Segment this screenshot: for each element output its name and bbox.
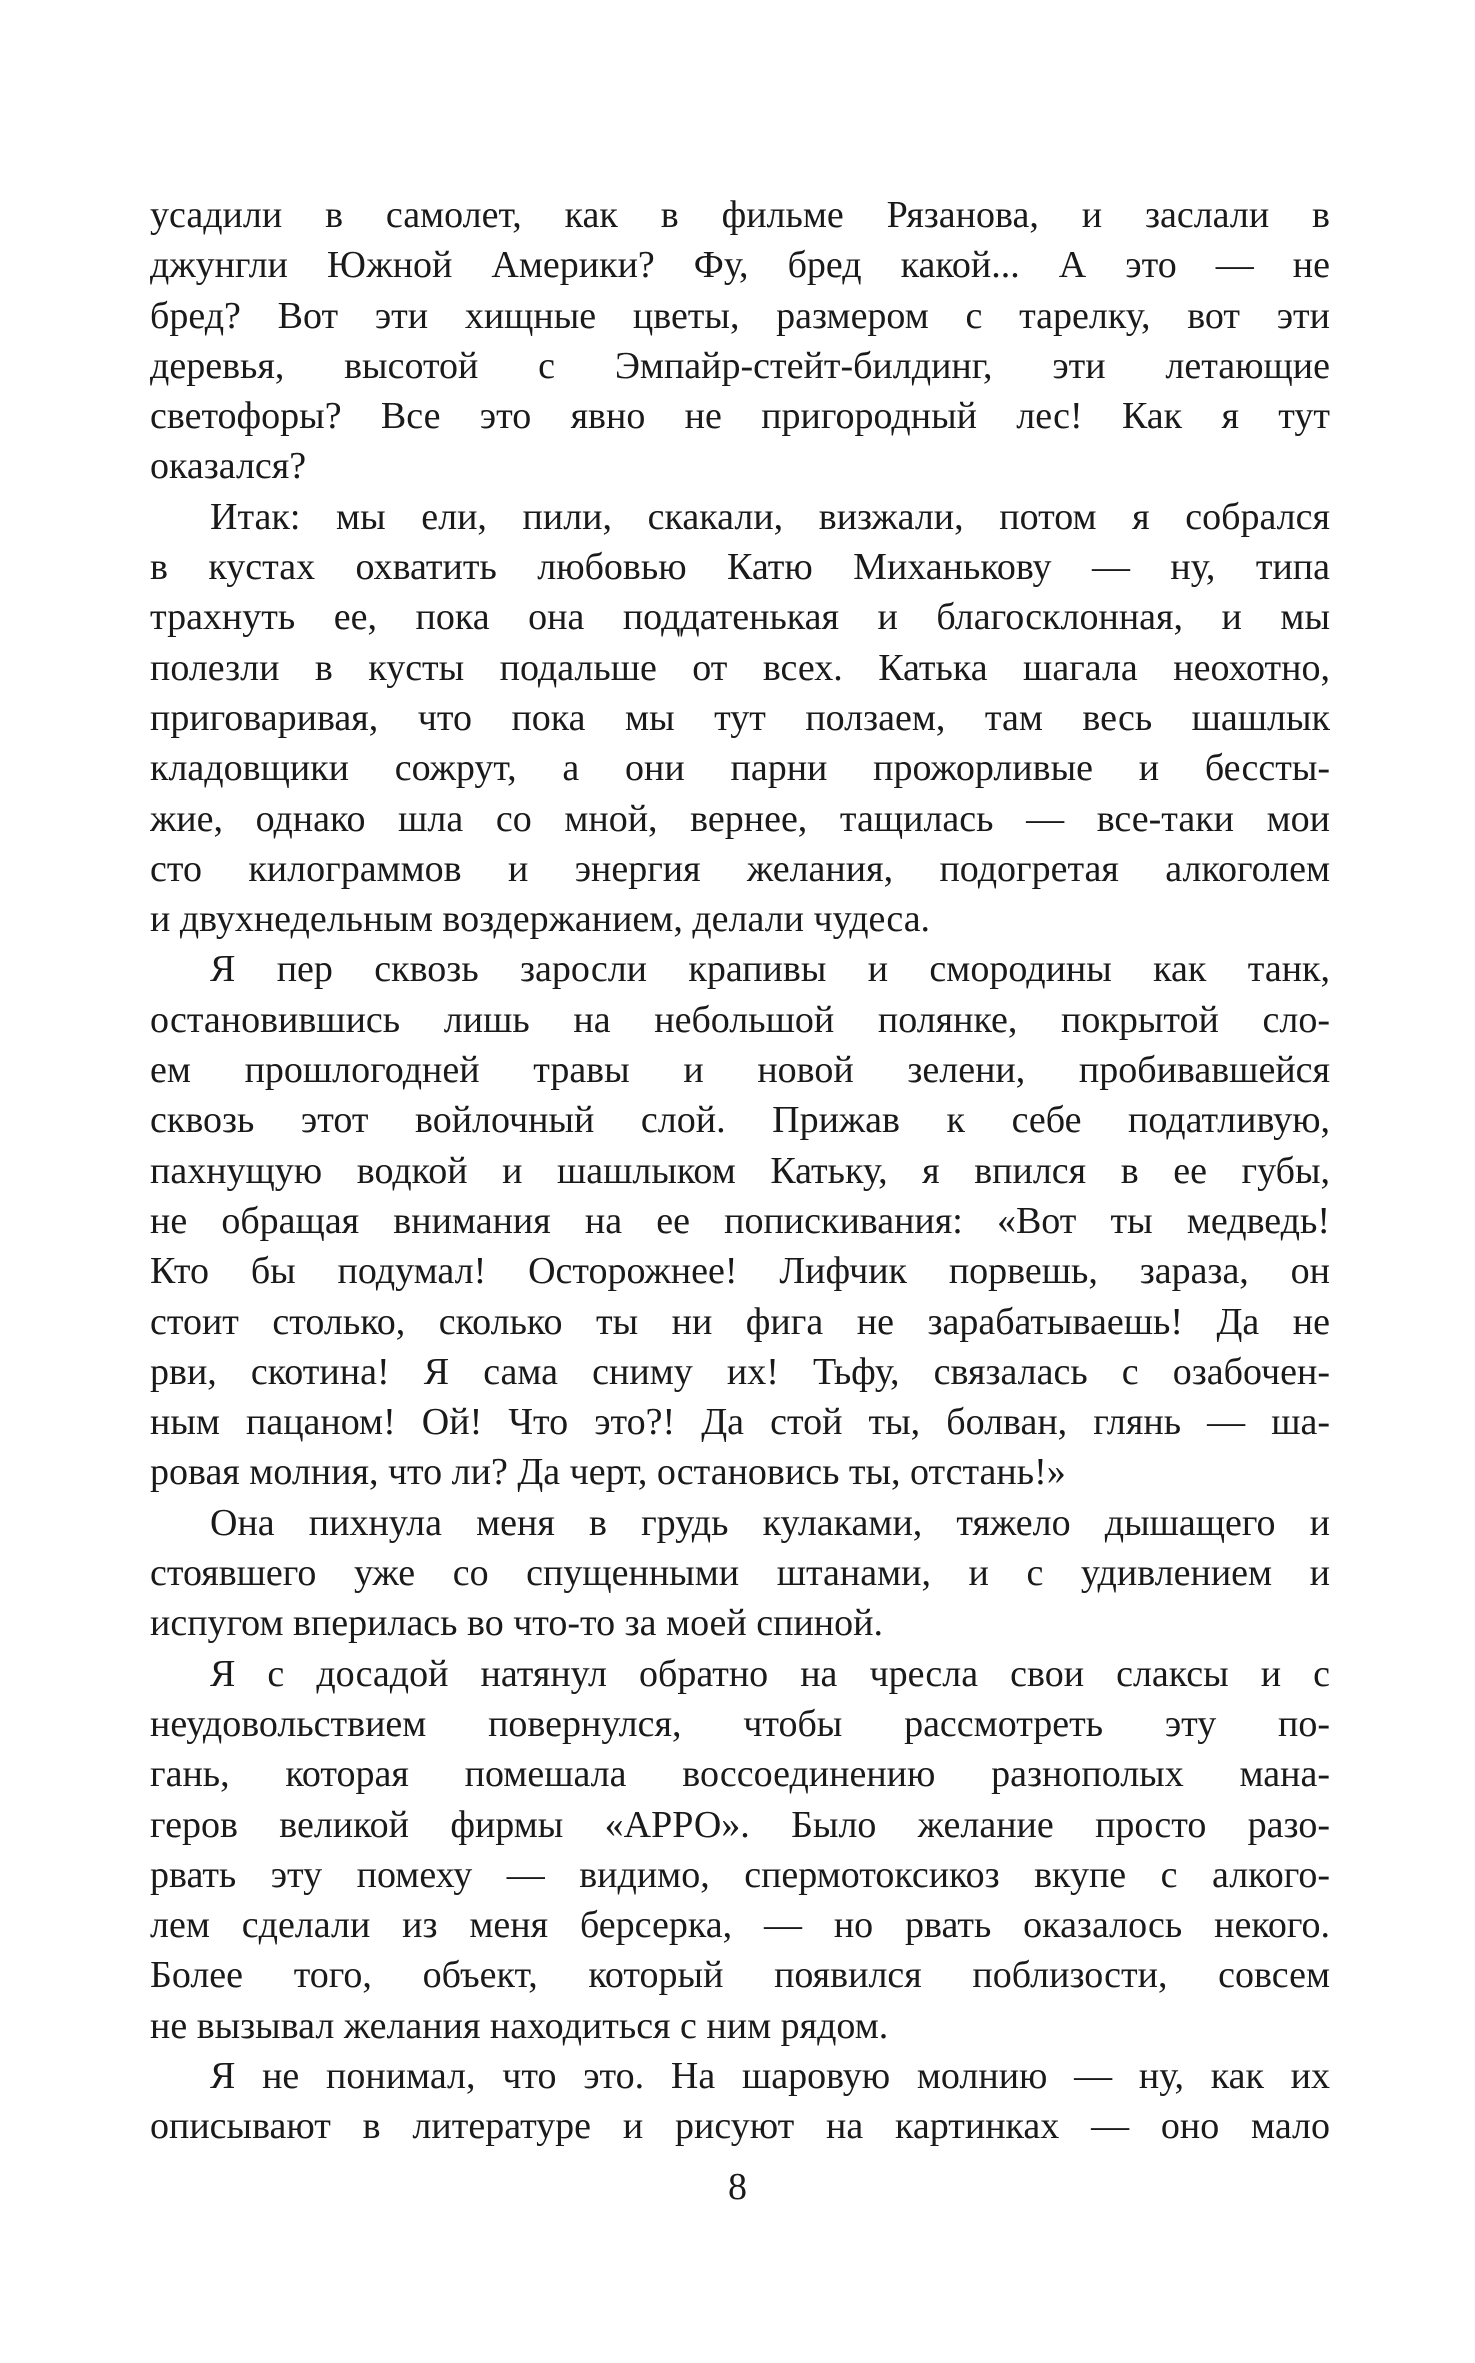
- text-line: стоявшего уже со спущенными штанами, и с удивлением и: [150, 1552, 1330, 1595]
- text-line: испугом вперилась во что-то за моей спиной.: [150, 1602, 883, 1645]
- text-line: геров великой фирмы «АРРО». Было желание просто разо-: [150, 1803, 1330, 1846]
- page-number: 8: [728, 2166, 747, 2208]
- text-line: усадили в самолет, как в фильме Рязанова, и заслали в: [150, 194, 1330, 236]
- text-line: сто килограммов и энергия желания, подогретая алкоголем: [150, 847, 1330, 890]
- text-line: приговаривая, что пока мы тут ползаем, там весь шашлык: [150, 696, 1330, 739]
- text-line: ным пацаном! Ой! Что это?! Да стой ты, болван, глянь — ша-: [150, 1401, 1330, 1444]
- text-line: не вызывал желания находиться с ним рядом.: [150, 2004, 889, 2047]
- text-line: лем сделали из меня берсерка, — но рвать оказалось некого.: [150, 1904, 1330, 1947]
- text-line: рвать эту помеху — видимо, спермотоксикоз вкупе с алкого-: [150, 1853, 1330, 1896]
- text-line: Я пер сквозь заросли крапивы и смородины как танк,: [210, 948, 1330, 991]
- text-line: светофоры? Все это явно не пригородный лес! Как я тут: [150, 395, 1330, 438]
- text-line: джунгли Южной Америки? Фу, бред какой... А это — не: [150, 244, 1330, 287]
- text-line: в кустах охватить любовью Катю Миханькову — ну, типа: [150, 546, 1330, 589]
- body-text: [150, 190, 1330, 2152]
- text-line: описывают в литературе и рисуют на картинках — оно мало: [150, 2105, 1330, 2148]
- text-line: бред? Вот эти хищные цветы, размером с тарелку, вот эти: [150, 294, 1330, 337]
- text-line: гань, которая помешала воссоединению разнополых мана-: [150, 1753, 1330, 1796]
- text-line: полезли в кусты подальше от всех. Катька шагала неохотно,: [150, 646, 1330, 689]
- text-line: оказался?: [150, 445, 307, 488]
- text-line: деревья, высотой с Эмпайр-стейт-билдинг, эти летающие: [150, 344, 1330, 387]
- text-line: кладовщики сожрут, а они парни прожорливые и бессты-: [150, 747, 1330, 790]
- text-line: ровая молния, что ли? Да черт, остановись ты, отстань!»: [150, 1451, 1066, 1494]
- text-line: трахнуть ее, пока она поддатенькая и благосклонная, и мы: [150, 596, 1330, 639]
- text-line: Итак: мы ели, пили, скакали, визжали, потом я собрался: [210, 495, 1330, 538]
- text-line: и двухнедельным воздержанием, делали чудеса.: [150, 898, 931, 941]
- text-line: сквозь этот войлочный слой. Прижав к себе податливую,: [150, 1099, 1330, 1142]
- text-line: неудовольствием повернулся, чтобы рассмотреть эту по-: [150, 1702, 1330, 1745]
- text-line: жие, однако шла со мной, вернее, тащилась — все-таки мои: [150, 797, 1330, 840]
- text-line: Она пихнула меня в грудь кулаками, тяжело дышащего и: [210, 1501, 1330, 1544]
- text-line: не обращая внимания на ее попискивания: «Вот ты медведь!: [150, 1199, 1330, 1242]
- text-line: пахнущую водкой и шашлыком Катьку, я впился в ее губы,: [150, 1149, 1330, 1192]
- text-line: Кто бы подумал! Осторожнее! Лифчик порвешь, зараза, он: [150, 1250, 1330, 1293]
- text-line: рви, скотина! Я сама сниму их! Тьфу, связалась с озабочен-: [150, 1350, 1330, 1393]
- text-line: остановившись лишь на небольшой полянке, покрытой сло-: [150, 998, 1330, 1041]
- text-line: Более того, объект, который появился поблизости, совсем: [150, 1954, 1330, 1997]
- text-line: Я с досадой натянул обратно на чресла свои слаксы и с: [210, 1652, 1330, 1695]
- text-line: ем прошлогодней травы и новой зелени, пробивавшейся: [150, 1049, 1330, 1092]
- text-line: стоит столько, сколько ты ни фига не зарабатываешь! Да не: [150, 1300, 1330, 1343]
- text-line: Я не понимал, что это. На шаровую молнию — ну, как их: [210, 2054, 1330, 2097]
